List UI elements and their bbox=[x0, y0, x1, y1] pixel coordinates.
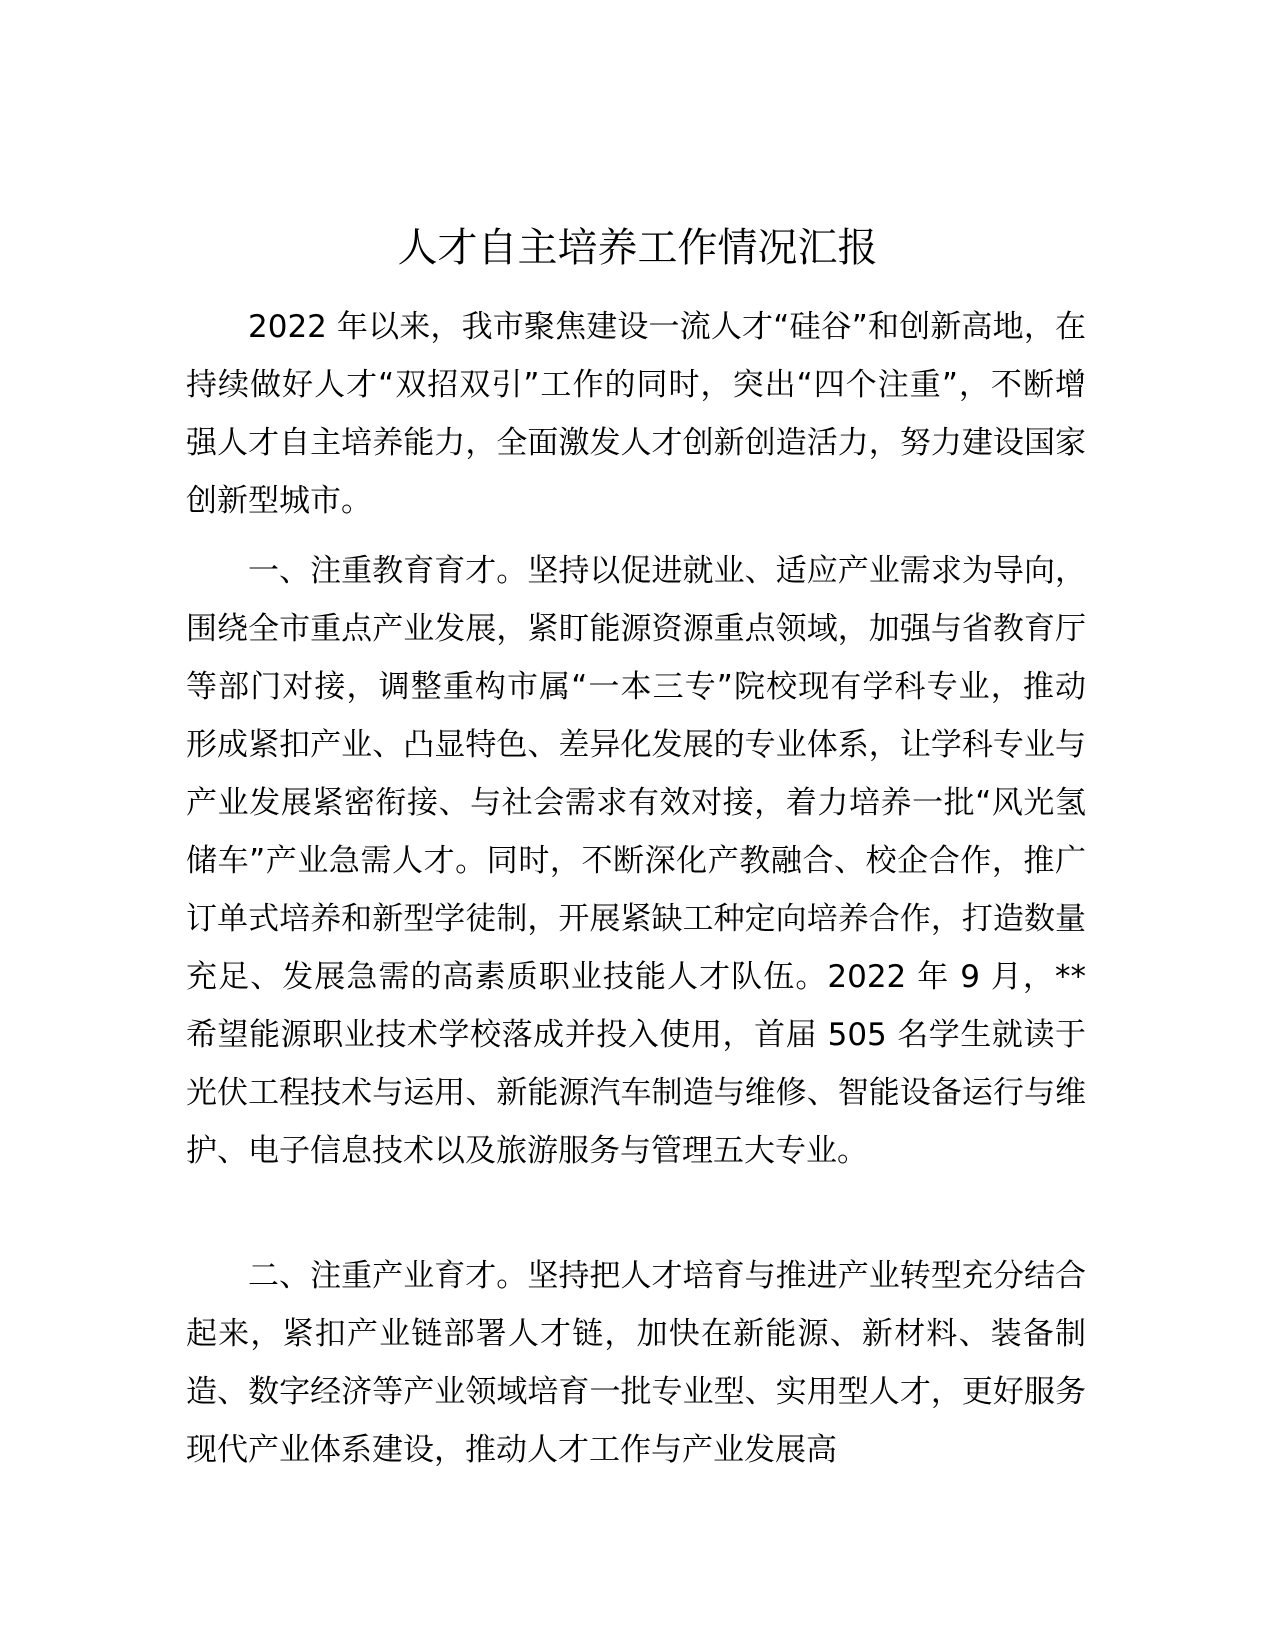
paragraph-education: 一、注重教育育才。坚持以促进就业、适应产业需求为导向，围绕全市重点产业发展，紧盯能源资源重点领域，加强与省教育厅等部门对接，调整重构市属“一本三专”院校现有学科专业，推动形成紧扣产业、凸显特色、差异化发展的专业体系，让学科专业与产业发展紧密衔接、与社会需求有效对接，着力培养一批“风光氢储车”产业急需人才。同时，不断深化产教融合、校企合作，推广订单式培养和新型学徒制，开展紧缺工种定向培养合作，打造数量充足、发展急需的高素质职业技能人才队伍。2022 年 9 月，**希望能源职业技术学校落成并投入使用，首届 505 名学生就读于光伏工程技术与运用、新能源汽车制造与维修、智能设备运行与维护、电子信息技术以及旅游服务与管理五大专业。 bbox=[186, 553, 1086, 1169]
document-title: 人才自主培养工作情况汇报 bbox=[397, 225, 878, 271]
paragraph-intro: 2022 年以来，我市聚焦建设一流人才“硅谷”和创新高地，在持续做好人才“双招双引”工作的同时，突出“四个注重”，不断增强人才自主培养能力，全面激发人才创新创造活力，努力建设国家创新型城市。 bbox=[186, 309, 1086, 519]
paragraph-industry: 二、注重产业育才。坚持把人才培育与推进产业转型充分结合起来，紧扣产业链部署人才链，加快在新能源、新材料、装备制造、数字经济等产业领域培育一批专业型、实用型人才，更好服务现代产业体系建设，推动人才工作与产业发展高 bbox=[186, 1258, 1086, 1468]
